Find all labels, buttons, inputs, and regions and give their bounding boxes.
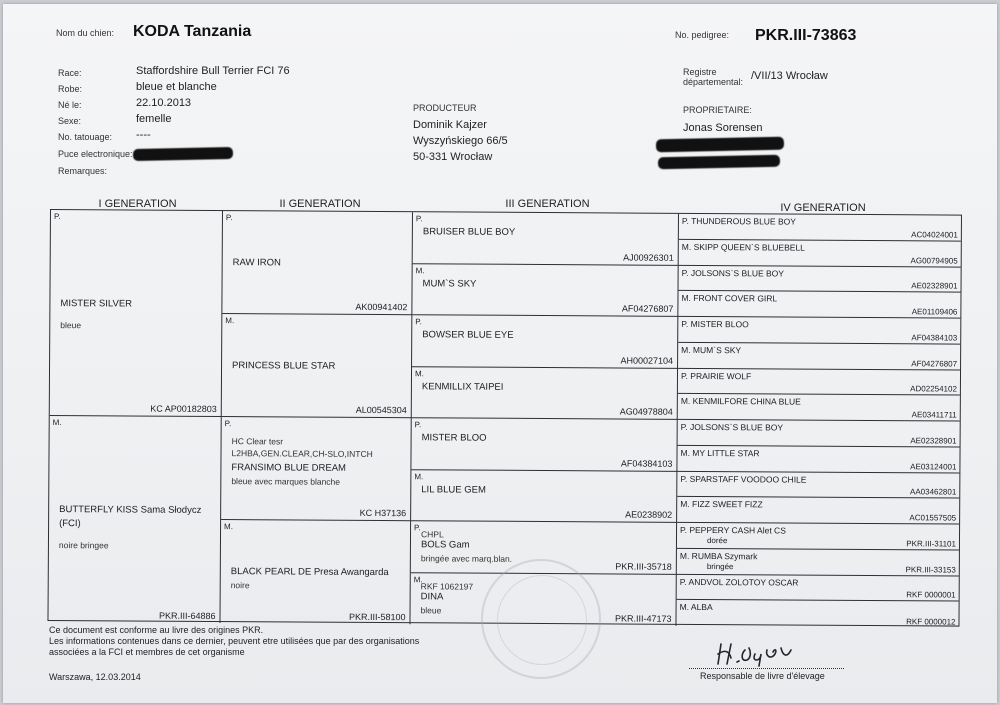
ancestor-name: BUTTERFLY KISS Sama Słodycz (59, 504, 202, 516)
g4-cell (678, 368, 960, 395)
g3-cell (411, 418, 677, 471)
registration-number: AG00794905 (910, 255, 958, 266)
registration-number: AJ00926301 (623, 252, 674, 263)
ancestor-color: dorée (706, 536, 728, 546)
registration-number: PKR.III-47173 (614, 613, 672, 624)
registration-number: AE01109406 (911, 307, 958, 317)
parent-marker: P. (53, 212, 61, 222)
registration-number: PKR.III-33153 (905, 564, 956, 575)
g3-cell (412, 315, 678, 368)
ancestor-name: MUM`S SKY (422, 278, 477, 290)
generation-4-header: IV GENERATION (780, 202, 866, 214)
parent-marker: P. (415, 214, 423, 224)
registry-label: Registre départemental: (683, 67, 744, 87)
ancestor-name: P. ANDVOL ZOLOTOY OSCAR (679, 576, 799, 588)
g2-cell (220, 520, 411, 624)
g4-cell (679, 265, 961, 292)
producer-street: Wyszyńskiego 66/5 (413, 135, 508, 147)
generation-1-header: I GENERATION (98, 198, 177, 210)
g4-cell (677, 549, 959, 576)
ancestor-name-line2: (FCI) (59, 518, 81, 530)
ancestor-name: P. SPARSTAFF VOODOO CHILE (680, 473, 807, 485)
ancestor-name: RAW IRON (232, 256, 281, 268)
ancestor-color: bleue (60, 320, 82, 331)
title-line: CHPL (420, 529, 444, 540)
g3-cell (411, 470, 677, 523)
g3-cell (413, 212, 679, 265)
registration-number: AE02328901 (910, 436, 957, 446)
registration-number: AL00545304 (355, 404, 407, 416)
g2-cell (221, 417, 412, 521)
parent-marker: M. (414, 368, 424, 378)
registration-number: AC04024001 (911, 230, 958, 240)
ancestor-name: M. MUM`S SKY (681, 344, 742, 355)
g4-cell (678, 291, 960, 318)
place-date: Warszawa, 12.03.2014 (49, 672, 141, 682)
ancestor-name: LIL BLUE GEM (421, 484, 486, 496)
owner-label: PROPRIETAIRE: (683, 105, 752, 115)
parent-marker: M. (225, 316, 235, 326)
g3-cell (412, 367, 678, 420)
dog-name: KODA Tanzania (133, 23, 252, 40)
parent-marker: P. (414, 523, 421, 533)
ancestor-name: M. KENMILFORE CHINA BLUE (680, 396, 801, 407)
g4-cell (676, 600, 958, 627)
race-value: Staffordshire Bull Terrier FCI 76 (136, 65, 290, 77)
tattoo-label: No. tatouage: (58, 132, 113, 142)
g4-cell (678, 317, 960, 344)
pedigree-certificate (3, 4, 997, 703)
g4-cell (679, 214, 961, 241)
registration-number: AE02328901 (911, 281, 958, 291)
registration-number: PKR.III-64886 (158, 610, 216, 622)
footer-line-3: associées a la FCI et membres de cet organisme (49, 647, 245, 657)
owner-city-redaction (658, 155, 780, 170)
parent-marker: P. (415, 317, 422, 327)
registration-number: AH00027104 (620, 354, 674, 366)
ancestor-name: M. ALBA (679, 602, 713, 613)
owner-name: Jonas Sorensen (683, 122, 763, 134)
registration-number: AD02254102 (910, 384, 957, 394)
parent-marker: P. (225, 213, 233, 223)
registration-number: KC H37136 (359, 507, 407, 519)
chip-label: Puce electronique: (58, 149, 133, 159)
ancestor-name: P. MISTER BLOO (681, 318, 749, 330)
g1-cell (48, 416, 221, 623)
ancestor-color: bleue avec marques blanche (231, 475, 341, 487)
remarks-label: Remarques: (58, 166, 108, 176)
g4-cell (677, 471, 959, 498)
g4-cell (678, 394, 960, 421)
ancestor-color: noire bringee (58, 540, 109, 551)
ancestor-name: MISTER SILVER (60, 298, 133, 310)
registration-number: AF04276807 (911, 358, 958, 369)
ancestor-name: MISTER BLOO (421, 432, 487, 445)
ancestor-name: KENMILLIX TAIPEI (421, 381, 504, 393)
signature-line (689, 668, 844, 669)
born-label: Né le: (58, 100, 82, 110)
g4-cell (677, 523, 959, 550)
title-line: RKF 1062197 (420, 580, 474, 592)
registration-number: RKF 0000012 (906, 617, 956, 627)
parent-marker: M. (413, 574, 423, 584)
pedigree-label: No. pedigree: (675, 30, 730, 40)
ancestor-name: DINA (420, 590, 444, 602)
registration-number: AF04384103 (911, 333, 958, 343)
registration-number: PKR.III-31101 (906, 538, 956, 549)
ancestor-name: M. MY LITTLE STAR (680, 447, 760, 459)
ancestor-color: noire (230, 579, 250, 590)
sex-label: Sexe: (58, 116, 82, 126)
dog-name-label: Nom du chien: (56, 28, 115, 38)
ancestor-name: P. PEPPERY CASH Alet CS (680, 524, 786, 536)
ancestor-name: FRANSIMO BLUE DREAM (231, 461, 347, 474)
title-line: HC Clear tesr (231, 435, 284, 446)
producer-name: Dominik Kajzer (413, 119, 487, 131)
ancestor-name: M. FRONT COVER GIRL (681, 293, 778, 304)
ancestor-name: BRUISER BLUE BOY (422, 226, 516, 239)
official-stamp (481, 559, 601, 679)
g4-cell (677, 497, 959, 524)
tattoo-value: ---- (136, 129, 151, 141)
g3-cell (412, 264, 678, 317)
registration-number: AF04276807 (621, 303, 674, 314)
registration-number: PKR.III-35718 (615, 560, 672, 572)
generation-3-header: III GENERATION (505, 198, 590, 210)
g4-cell (677, 446, 959, 473)
g4-cell (677, 574, 959, 601)
generation-2-header: II GENERATION (279, 198, 361, 210)
registration-number: AC01557505 (909, 513, 957, 523)
footer-line-2: Les informations contenues dans ce dernier, peuvent etre utilisées que par des organisations (49, 636, 420, 646)
race-label: Race: (58, 68, 82, 78)
registration-number: AG04978804 (619, 406, 673, 417)
robe-value: bleue et blanche (136, 81, 217, 93)
parent-marker: M. (52, 418, 62, 428)
g2-cell (222, 211, 413, 315)
registration-number: AE0238902 (625, 509, 673, 520)
g1-cell (50, 210, 223, 417)
registration-number: AE03411711 (911, 410, 957, 420)
ancestor-name: P. JOLSONS`S BLUE BOY (680, 421, 784, 433)
ancestor-name: M. FIZZ SWEET FIZZ (680, 499, 763, 510)
parent-marker: M. (414, 471, 424, 481)
pedigree-table (47, 209, 961, 627)
registration-number: KC AP00182803 (150, 403, 217, 415)
parent-marker: M. (415, 265, 425, 275)
registration-number: RKF 0000001 (906, 590, 956, 600)
ancestor-name: PRINCESS BLUE STAR (232, 359, 336, 372)
registration-number: AF04384103 (620, 457, 673, 469)
producer-label: PRODUCTEUR (413, 103, 477, 113)
ancestor-name: BOWSER BLUE EYE (422, 329, 514, 342)
g4-cell (678, 420, 960, 447)
sex-value: femelle (136, 113, 172, 125)
ancestor-name: M. RUMBA Szymark (679, 550, 758, 562)
ancestor-name: P. PRAIRIE WOLF (680, 370, 752, 381)
ancestor-color: bringée (706, 561, 734, 571)
signature (715, 638, 805, 668)
registration-number: AA03462801 (909, 487, 957, 497)
robe-label: Robe: (58, 84, 83, 94)
ancestor-color: bleue (420, 604, 442, 615)
title-line: L2HBA,GEN.CLEAR,CH-SLO,INTCH (231, 447, 373, 459)
g4-cell (678, 343, 960, 370)
footer-line-1: Ce document est conforme au livre des origines PKR. (49, 625, 264, 635)
registry-value: /VII/13 Wrocław (751, 70, 828, 82)
ancestor-name: P. JOLSONS`S BLUE BOY (681, 267, 785, 278)
pedigree-number: PKR.III-73863 (755, 27, 857, 44)
ancestor-name: M. SKIPP QUEEN`S BLUEBELL (681, 241, 805, 253)
signature-caption: Responsable de livre d'élevage (700, 671, 825, 681)
ancestor-name: BLACK PEARL DE Presa Awangarda (230, 565, 389, 578)
registration-number: PKR.III-58100 (348, 611, 406, 623)
producer-city: 50-331 Wrocław (413, 151, 493, 163)
owner-address-redaction (656, 137, 784, 153)
ancestor-color: bringée avec marq.blan. (420, 553, 513, 564)
g4-cell (679, 240, 961, 267)
ancestor-name: P. THUNDEROUS BLUE BOY (681, 215, 796, 227)
g2-cell (222, 314, 413, 418)
parent-marker: M. (224, 522, 233, 532)
chip-redaction (133, 147, 233, 161)
parent-marker: P. (224, 419, 232, 429)
registration-number: AK00941402 (355, 301, 408, 313)
registration-number: AE03124001 (910, 461, 957, 472)
ancestor-name: BOLS Gam (420, 539, 470, 551)
born-value: 22.10.2013 (136, 97, 192, 109)
parent-marker: P. (414, 420, 422, 430)
